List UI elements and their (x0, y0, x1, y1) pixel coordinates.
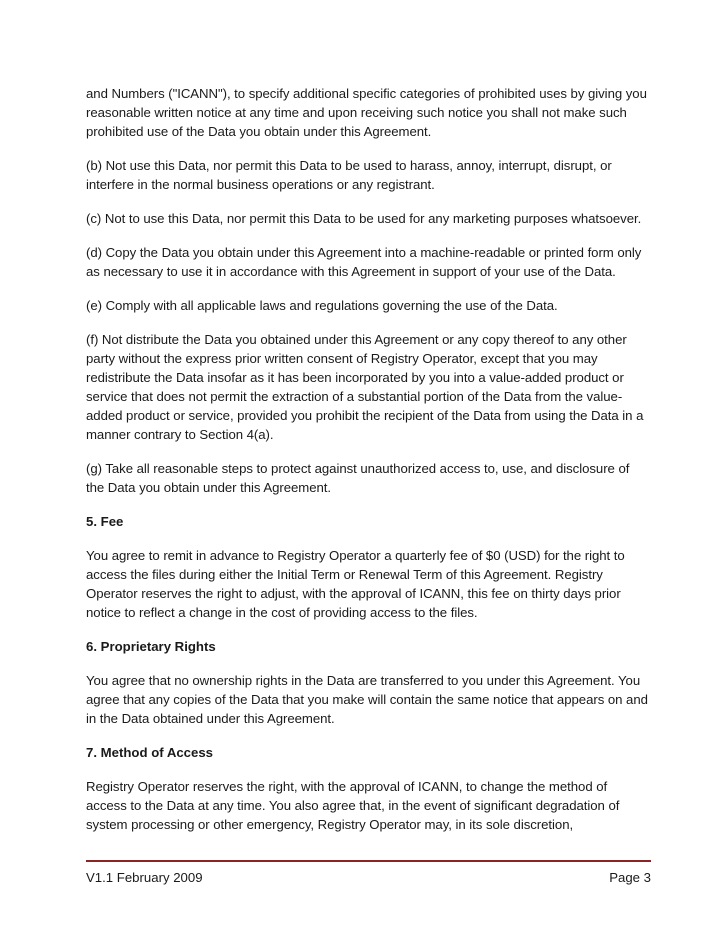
footer-version: V1.1 February 2009 (86, 870, 203, 885)
section-method-of-access-text: Registry Operator reserves the right, with the approval of ICANN, to change the method of access to the Data at any time. You also agree that, in the event of significant degradation of system processing or other emergency, Registry Operator may, in its sole discretion, (86, 779, 620, 832)
footer-divider (86, 860, 651, 862)
clause-d: (d) Copy the Data you obtain under this Agreement into a machine-readable or printed form only as necessary to use it in accordance with this Agreement in support of your use of the Data. (86, 245, 642, 279)
clause-b: (b) Not use this Data, nor permit this Data to be used to harass, annoy, interrupt, disrupt, or interfere in the normal business operations or any registrant. (86, 158, 612, 192)
page-number: Page 3 (609, 870, 651, 885)
section-heading-method-of-access: 7. Method of Access (86, 745, 214, 760)
paragraph-icann-continuation: and Numbers ("ICANN"), to specify additional specific categories of prohibited uses by giving you reasonable written notice at any time and upon receiving such notice you shall not make such prohibited use of the Data you obtain under this Agreement. (86, 86, 647, 139)
clause-f: (f) Not distribute the Data you obtained under this Agreement or any copy thereof to any other party without the express prior written consent of Registry Operator, except that you may redistribute the Data insofar as it has been incorporated by you into a value-added product or service that does not permit the extraction of a substantial portion of the Data from the value-added product or service, provided you prohibit the recipient of the Data from using the Data in a manner contrary to Section 4(a). (86, 332, 644, 442)
page-footer (86, 868, 651, 887)
section-heading-proprietary-rights: 6. Proprietary Rights (86, 639, 216, 654)
section-heading-fee: 5. Fee (86, 514, 124, 529)
clause-e: (e) Comply with all applicable laws and regulations governing the use of the Data. (86, 298, 558, 313)
clause-c: (c) Not to use this Data, nor permit this Data to be used for any marketing purposes whatsoever. (86, 211, 642, 226)
clause-g: (g) Take all reasonable steps to protect against unauthorized access to, use, and disclosure of the Data you obtain under this Agreement. (86, 461, 630, 495)
section-proprietary-rights-text: You agree that no ownership rights in the Data are transferred to you under this Agreement. You agree that any copies of the Data that you make will contain the same notice that appears on and in the Data obtained under this Agreement. (86, 673, 648, 726)
document-body (86, 84, 651, 849)
section-fee-text: You agree to remit in advance to Registry Operator a quarterly fee of $0 (USD) for the right to access the files during either the Initial Term or Renewal Term of this Agreement. Registry Operator reserves the right to adjust, with the approval of ICANN, this fee on thirty days prior notice to reflect a change in the cost of providing access to the files. (86, 548, 625, 620)
